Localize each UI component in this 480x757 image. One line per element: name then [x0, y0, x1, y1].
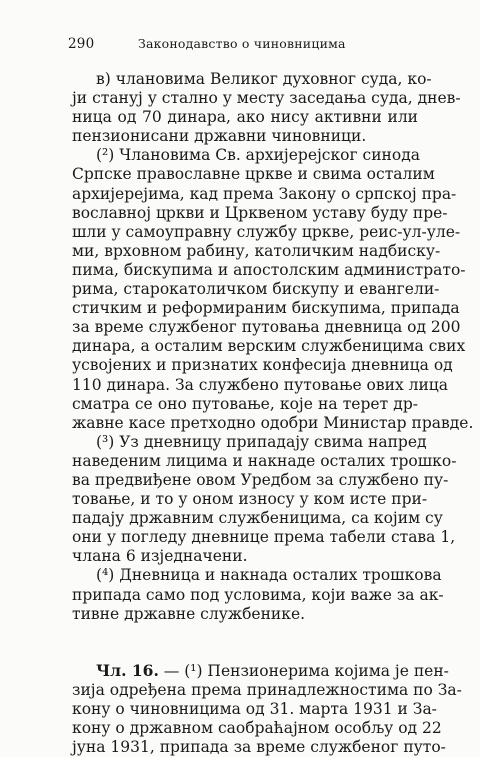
text-line: члана 6 изједначени. — [72, 547, 248, 566]
section-gap — [72, 624, 418, 642]
text-line: ми, врховном рабину, католичким надбиску- — [72, 241, 441, 260]
text-line: жавне касе претходно одобри Министар правде. — [72, 413, 474, 432]
text-line: усвојених и признатих конфесија дневница од — [72, 356, 453, 375]
section-gap — [72, 642, 418, 661]
article-16 — [72, 660, 462, 757]
text-line: (²) Члановима Св. архијерејског синода — [96, 146, 421, 165]
text-line: за време службеног путовања дневница од 200 — [72, 318, 461, 337]
text-line: Српске православне цркве и свима осталим — [72, 165, 435, 184]
text-line: ва предвиђене овом Уредбом за службено пу- — [72, 470, 449, 489]
article-text: — (¹) Пензионерима којима је пен- — [158, 661, 449, 680]
running-title: Законодавство о чиновницима — [138, 36, 346, 51]
text-line: ји стануј у стално у месту заседања суда, днев- — [72, 89, 461, 108]
text-line: падају државним службеницима, са којим су — [72, 509, 443, 528]
text-line: зија одређена према принадлежностима по За- — [72, 680, 462, 699]
article-first-line — [72, 660, 449, 681]
text-line: шли у самоуправну службу цркве, реис-ул-уле- — [72, 222, 461, 241]
text-line: кону о државном саобраћајном особљу од 22 — [72, 719, 442, 737]
paragraph-3 — [72, 432, 457, 567]
text-line: динара, а осталим верским службеницима свих — [72, 337, 466, 356]
paragraph-4 — [72, 566, 444, 623]
text-line: (³) Уз дневницу припадају свима напред — [96, 432, 427, 451]
text-line: (⁴) Дневница и накнада осталих трошкова — [96, 566, 442, 585]
text-line: припада само под условима, који важе за ак- — [72, 585, 444, 604]
text-line: ница од 70 динара, ако нису активни или — [72, 108, 418, 127]
text-line: они у погледу дневнице према табели става 1, — [72, 528, 456, 547]
text-line: пензионисани државни чиновници. — [72, 127, 367, 146]
paragraph-2 — [72, 146, 474, 432]
text-line: пима, бискупима и апостолским администрато- — [72, 260, 466, 279]
text-line: сматра се оно путовање, које на терет др- — [72, 394, 418, 413]
text-line: товање, и то у оном износу у ком исте при- — [72, 490, 428, 509]
text-line: вославној цркви и Црквеном уставу буду пре- — [72, 203, 448, 222]
text-line: тивне државне службенике. — [72, 604, 306, 623]
text-line: стичким и реформираним бискупима, припада — [72, 299, 460, 318]
text-line: архијерејима, кад према Закону о српској пра- — [72, 184, 457, 203]
page-number: 290 — [68, 36, 95, 52]
text-line: в) члановима Великог духовног суда, ко- — [96, 70, 432, 88]
article-heading: Чл. 16. — [96, 660, 159, 680]
text-line: 110 динара. За службено путовање ових лица — [72, 375, 449, 394]
text-line: рима, старокатоличком бискупу и евангели- — [72, 280, 440, 299]
text-line: наведеним лицима и накнаде осталих трошко- — [72, 451, 457, 470]
page-body — [72, 70, 474, 757]
paragraph-item-v — [72, 70, 461, 146]
text-line: јуна 1931, припада за време службеног путо- — [72, 738, 446, 757]
running-header — [68, 36, 418, 52]
text-line: кону о чиновницима од 31. марта 1931 и За- — [72, 699, 437, 718]
